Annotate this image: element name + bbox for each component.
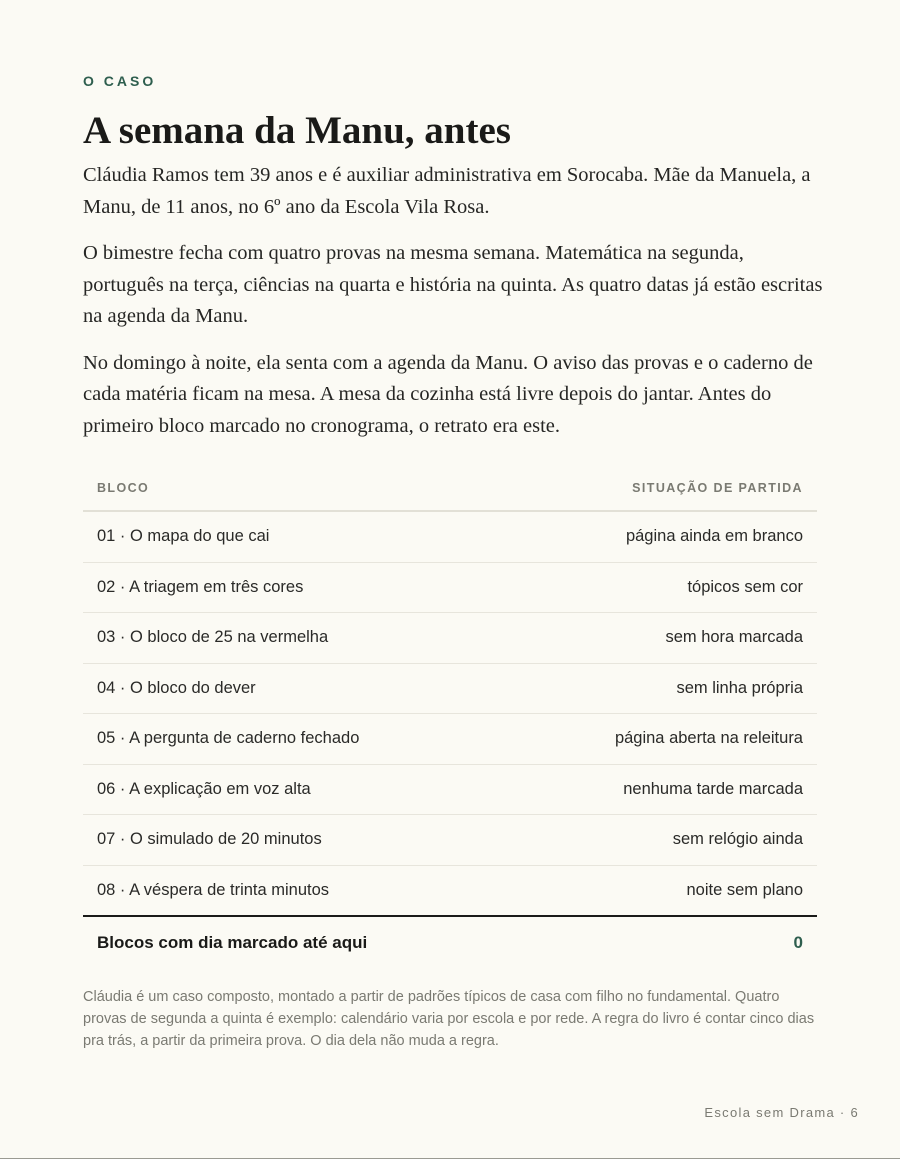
table-row [83, 765, 817, 816]
table-row [83, 512, 817, 563]
table-row [83, 714, 817, 765]
page-title: A semana da Manu, antes [83, 109, 511, 152]
row-bloco: 07 · O simulado de 20 minutos [97, 830, 322, 849]
table-row [83, 563, 817, 614]
row-bloco: 06 · A explicação em voz alta [97, 779, 311, 798]
row-bloco: 05 · A pergunta de caderno fechado [97, 729, 360, 748]
table-body [83, 512, 817, 915]
paragraph: No domingo à noite, ela senta com a agenda da Manu. O aviso das provas e o caderno de cada matéria ficam na mesa. A mesa da cozinha está livre depois do jantar. Antes do primeiro bloco marcado no cronograma, o retrato era este. [83, 351, 813, 437]
body-text [83, 160, 828, 457]
row-situacao: página ainda em branco [625, 527, 803, 546]
section-eyebrow: O CASO [83, 73, 157, 89]
row-situacao: sem relógio ainda [672, 830, 803, 849]
column-header-situacao: SITUAÇÃO DE PARTIDA [632, 480, 803, 495]
row-situacao: nenhuma tarde marcada [623, 779, 803, 798]
table-total-row [83, 915, 817, 969]
footnote: Cláudia é um caso composto, montado a partir de padrões típicos de casa com filho no fundamental. Quatro provas de segunda a quinta é exemplo: calendário varia por escola e por rede. A regra do livro é contar cinco dias pra trás, a partir da primeira prova. O dia dela não muda a regra. [83, 989, 815, 1049]
row-situacao: tópicos sem cor [687, 577, 803, 596]
total-label: Blocos com dia marcado até aqui [97, 933, 368, 952]
table-row [83, 866, 817, 916]
row-bloco: 03 · O bloco de 25 na vermelha [97, 628, 329, 647]
table-row [83, 613, 817, 664]
table-header [83, 465, 817, 512]
blocks-table [83, 465, 817, 969]
total-value: 0 [793, 933, 803, 952]
row-bloco: 08 · A véspera de trinta minutos [97, 880, 330, 899]
row-situacao: sem linha própria [676, 678, 803, 697]
paragraph: Cláudia Ramos tem 39 anos e é auxiliar administrativa em Sorocaba. Mãe da Manuela, a Manu, de 11 anos, no 6º ano da Escola Vila Rosa. [83, 164, 811, 218]
column-header-bloco: BLOCO [97, 480, 150, 495]
table-row [83, 815, 817, 866]
table-row [83, 664, 817, 715]
row-bloco: 02 · A triagem em três cores [97, 577, 304, 596]
paragraph: O bimestre fecha com quatro provas na mesma semana. Matemática na segunda, português na terça, ciências na quarta e história na quinta. As quatro datas já estão escritas na agenda da Manu. [83, 242, 823, 327]
page-footer: Escola sem Drama · 6 [704, 1105, 859, 1120]
row-situacao: noite sem plano [686, 880, 803, 899]
row-bloco: 01 · O mapa do que cai [97, 527, 270, 546]
row-situacao: sem hora marcada [665, 628, 803, 647]
row-situacao: página aberta na releitura [614, 729, 803, 748]
row-bloco: 04 · O bloco do dever [97, 678, 256, 697]
